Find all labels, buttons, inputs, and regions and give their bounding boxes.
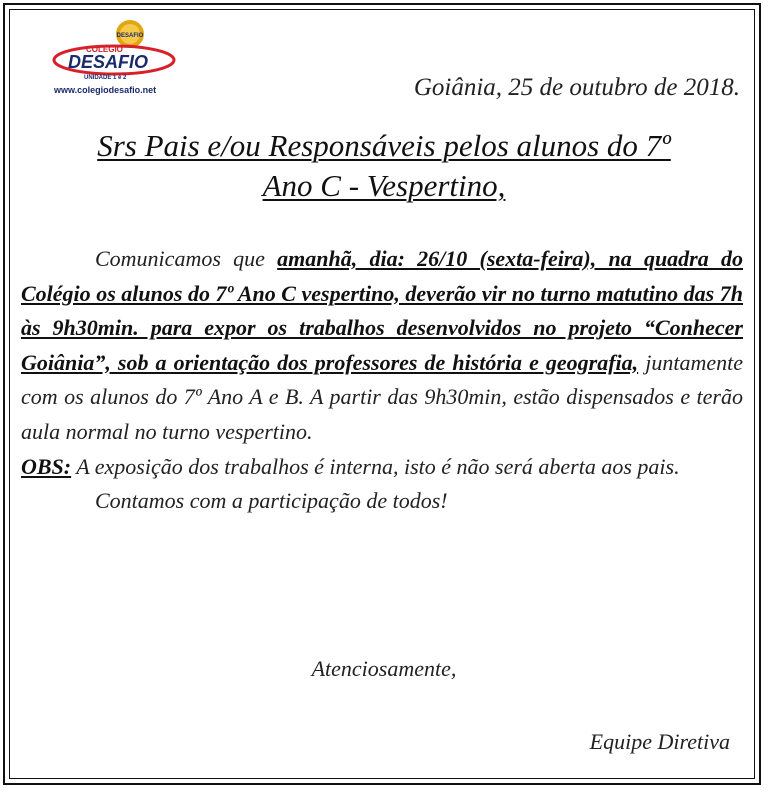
logo-school-label: COLÉGIO [86,45,123,54]
obs-text: A exposição dos trabalhos é interna, isto é não será aberta aos pais. [71,453,680,479]
letter-body [21,242,743,519]
logo-unit: UNIDADE 1 e 2 [84,75,127,81]
school-logo [44,18,184,100]
letter-heading [20,126,748,206]
logo-graphic [44,18,184,84]
logo-website: www.colegiodesafio.net [54,85,157,95]
seal-text: DESAFIO [116,33,144,39]
signature-line: Equipe Diretiva [589,729,730,754]
obs-label: OBS: [21,453,72,479]
closing-line: Atenciosamente, [311,656,457,681]
heading-line-1: Srs Pais e/ou Responsáveis pelos alunos do 7º [97,128,671,163]
logo-brand: DESAFIO [68,52,149,72]
letter-date: Goiânia, 25 de outubro de 2018. [413,74,740,101]
obs-paragraph [21,450,743,485]
para-intro: Comunicamos que [95,246,278,271]
main-paragraph [21,242,743,450]
para-continuation: juntamente com os alunos do 7º Ano A e B. A partir das 9h30min, estão dispensados e terão aula normal no turno vespertino. [21,349,743,444]
thanks-line: Contamos com a participação de todos! [95,488,448,514]
para-highlight: amanhã, dia: 26/10 (sexta-feira), na quadra do Colégio os alunos do 7º Ano C vespertino, deverão vir no turno matutino das 7h às 9h30min. para expor os trabalhos desenvolvidos no projeto “Conhecer Goiânia”, sob a orientação dos professores de história e geografia, [21,246,743,375]
heading-line-2: Ano C - Vespertino, [262,168,506,203]
